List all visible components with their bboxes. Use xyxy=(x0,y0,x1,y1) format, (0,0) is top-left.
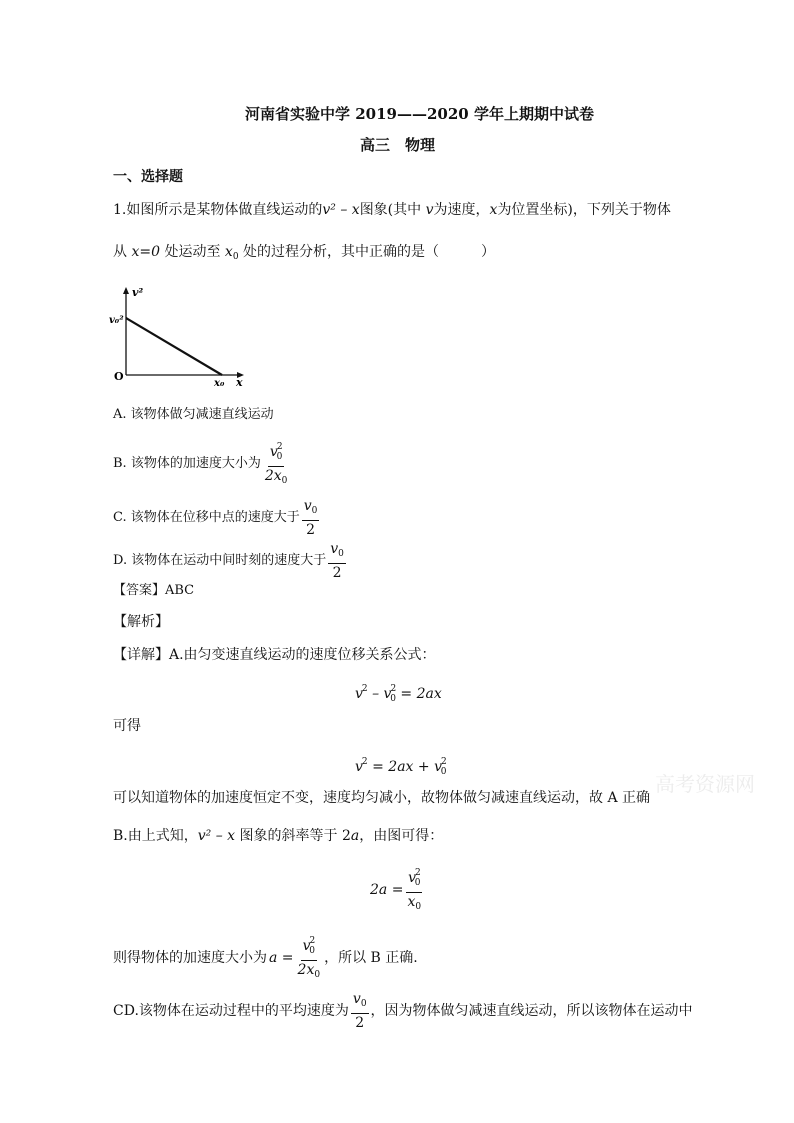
b-line: B.由上式知，v² – x 图象的斜率等于 2a，由图可得： xyxy=(113,828,444,844)
x0-symbol: $x_0$ xyxy=(224,244,239,262)
q1-math: v² – x xyxy=(322,202,360,218)
q1-text: 处的过程分析，其中正确的是（ ） xyxy=(238,244,495,260)
equation-1: $v^2 - v^2_0 = 2ax$ xyxy=(355,684,442,704)
q1-text: 图象(其中 xyxy=(359,202,426,218)
option-b-text: B. 该物体的加速度大小为 xyxy=(113,456,261,471)
option-d xyxy=(113,540,348,582)
option-b xyxy=(113,438,291,490)
option-a: A. 该物体做匀减速直线运动 xyxy=(113,407,274,422)
question-1-line-1 xyxy=(113,200,671,220)
watermark: 高考资源网 xyxy=(655,772,755,796)
y-tick-label: v₀² xyxy=(109,315,124,326)
option-b-fraction: $\frac{v^2_0}{2x_0}$ xyxy=(263,438,290,490)
x-tick-label: x₀ xyxy=(214,378,225,389)
equation-2: $v^2 = 2ax + v^2_0$ xyxy=(355,757,447,777)
x-axis-label: x xyxy=(236,376,243,389)
q1-text: 处运动至 xyxy=(160,244,225,260)
cd-line: CD.该物体在运动过程中的平均速度为 $\frac{v_0}{2}$ ，因为物体做匀减速直线运动，所以该物体在运动中 xyxy=(113,991,693,1031)
q1-math: v xyxy=(425,202,434,218)
equation-3: 2a = $\frac{v^2_0}{x_0}$ xyxy=(370,864,425,916)
question-1-line-2 xyxy=(113,242,495,267)
analysis-label: 【解析】 xyxy=(113,614,169,630)
q1-math: x=0 xyxy=(131,244,160,260)
answer: 【答案】ABC xyxy=(113,583,195,598)
v2-x-graph xyxy=(108,280,258,390)
q1-math: x xyxy=(489,202,498,218)
y-axis-label: v² xyxy=(132,286,144,299)
section-heading: 一、选择题 xyxy=(113,169,183,185)
option-c-fraction: $\frac{v_0}{2}$ xyxy=(303,498,318,538)
y-axis-arrow xyxy=(123,287,129,294)
b-result: 则得物体的加速度大小为 a = $\frac{v^2_0}{2x_0}$ ，所以 B 正确. xyxy=(113,932,418,984)
detail-a: 【详解】A.由匀变速直线运动的速度位移关系公式： xyxy=(113,647,436,663)
q1-text: 1.如图所示是某物体做直线运动的 xyxy=(113,202,323,218)
option-d-fraction: $\frac{v_0}{2}$ xyxy=(330,541,344,581)
graph-line xyxy=(126,318,222,375)
kede-label: 可得 xyxy=(113,718,141,734)
conclusion-a: 可以知道物体的加速度恒定不变，速度均匀减小，故物体做匀减速直线运动，故 A 正确 xyxy=(113,790,651,806)
option-c-text: C. 该物体在位移中点的速度大于 xyxy=(113,510,300,525)
option-c xyxy=(113,497,321,539)
page-subtitle: 高三 物理 xyxy=(360,136,436,154)
q1-text: 为位置坐标)，下列关于物体 xyxy=(497,202,671,218)
option-d-text: D. 该物体在运动中间时刻的速度大于 xyxy=(113,553,327,568)
origin-label: O xyxy=(114,370,124,383)
page-title: 河南省实验中学 2019——2020 学年上期期中试卷 xyxy=(245,105,594,123)
q1-text: 从 xyxy=(113,244,132,260)
q1-text: 为速度， xyxy=(433,202,490,218)
